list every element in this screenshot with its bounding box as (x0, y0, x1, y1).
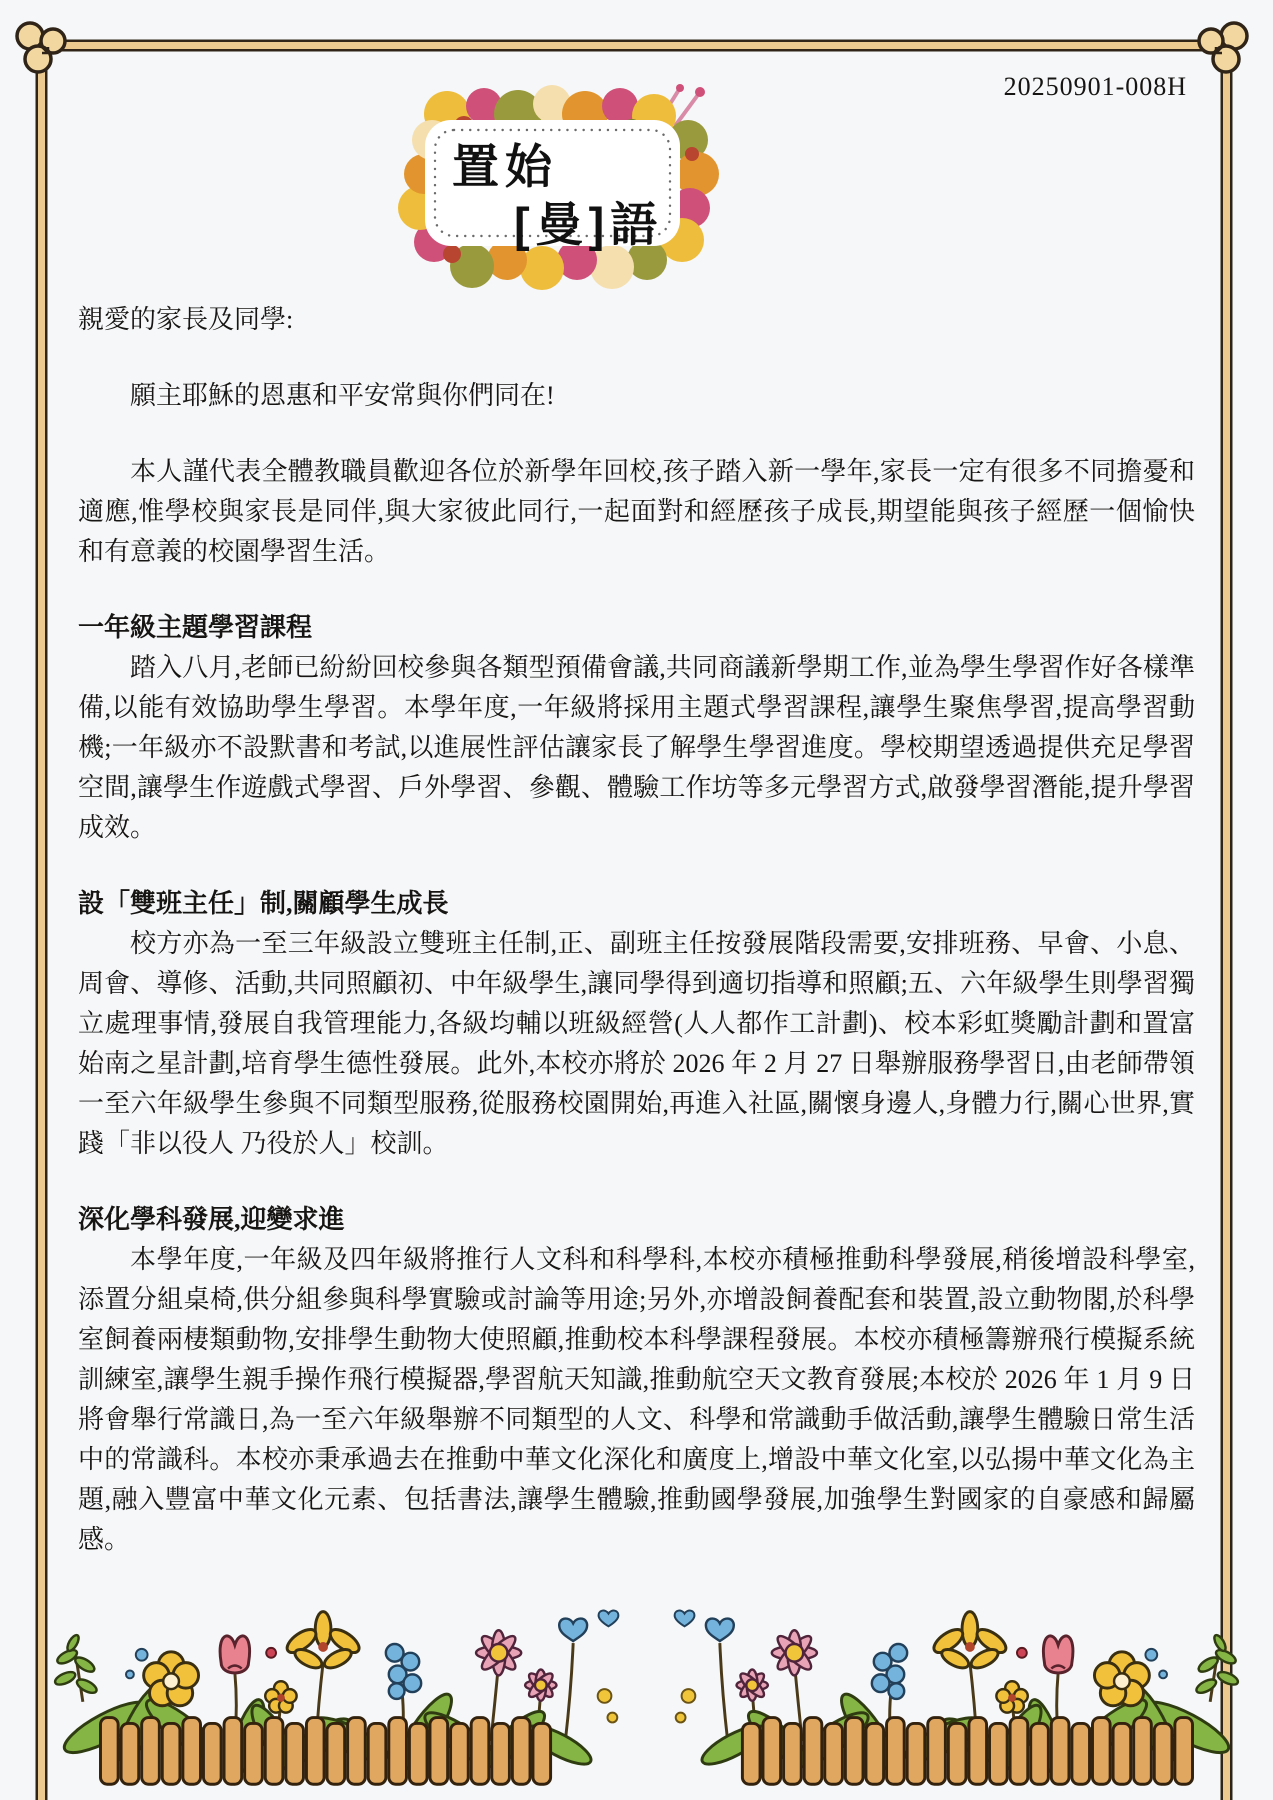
section-dual-class-teacher (78, 884, 1195, 1164)
section-subject-development (78, 1200, 1195, 1560)
section-paragraph: 踏入八月,老師已紛紛回校參與各類型預備會議,共同商議新學期工作,並為學生學習作好各樣準備,以能有效協助學生學習。本學年度,一年級將採用主題式學習課程,讓學生聚焦學習,提高學習動機;一年級亦不設默書和考試,以進展性評估讓家長了解學生學習進度。學校期望透過提供充足學習空間,讓學生作遊戲式學習、戶外學習、參觀、體驗工作坊等多元學習方式,啟發學習潛能,提升學習成效。 (78, 653, 1195, 842)
section-paragraph: 校方亦為一至三年級設立雙班主任制,正、副班主任按發展階段需要,安排班務、早會、小息、周會、導修、活動,共同照顧初、中年級學生,讓同學得到適切指導和照顧;五、六年級學生則學習獨立處理事情,發展自我管理能力,各級均輔以班級經營(人人都作工計劃)、校本彩虹獎勵計劃和置富始南之星計劃,培育學生德性發展。此外,本校亦將於 2026 年 2 月 27 日舉辦服務學習日,由老師帶領一至六年級學生參與不同類型服務,從服務校園開始,再進入社區,關懷身邊人,身體力行,關心世界,實踐「非以役人 乃役於人」校訓。 (78, 929, 1195, 1158)
clover-corner-icon (1190, 20, 1252, 82)
masthead-title-line1: 置始 (452, 140, 558, 193)
salutation: 親愛的家長及同學: (78, 305, 294, 334)
blessing-line: 願主耶穌的恩惠和平安常與你們同在! (130, 381, 555, 410)
masthead-badge (392, 82, 722, 290)
intro-paragraph: 本人謹代表全體教職員歡迎各位於新學年回校,孩子踏入新一學年,家長一定有很多不同擔憂和適應,惟學校與家長是同伴,與大家彼此同行,一起面對和經歷孩子成長,期望能與孩子經歷一個愉快和有意義的校園學習生活。 (78, 457, 1195, 566)
reference-number: 20250901-008H (1003, 72, 1187, 101)
section-paragraph: 本學年度,一年級及四年級將推行人文科和科學科,本校亦積極推動科學發展,稍後增設科學室,添置分組桌椅,供分組參與科學實驗或討論等用途;另外,亦增設飼養配套和裝置,設立動物閣,於科學室飼養兩棲類動物,安排學生動物大使照顧,推動校本科學課程發展。本校亦積極籌辦飛行模擬系統訓練室,讓學生親手操作飛行模擬器,學習航天知識,推動航空天文教育發展;本校於 2026 年 1 月 9 日將會舉行常識日,為一至六年級舉辦不同類型的人文、科學和常識動手做活動,讓學生體驗日常生活中的常識科。本校亦秉承過去在推動中華文化深化和廣度上,增設中華文化室,以弘揚中華文化為主題,融入豐富中華文化元素、包括書法,讓學生體驗,推動國學發展,加強學生對國家的自豪感和歸屬感。 (78, 1245, 1195, 1554)
flower-planter-illustration (661, 1592, 1269, 1796)
masthead-title-line2: [曼]語 (514, 198, 664, 251)
flower-planter-illustration (24, 1592, 632, 1796)
letter-body (78, 300, 1195, 1560)
section-heading: 一年級主題學習課程 (78, 613, 313, 642)
section-heading: 深化學科發展,迎變求進 (78, 1205, 345, 1234)
section-heading: 設「雙班主任」制,關顧學生成長 (78, 889, 449, 918)
clover-corner-icon (12, 20, 74, 82)
section-grade1-theme-learning (78, 608, 1195, 848)
